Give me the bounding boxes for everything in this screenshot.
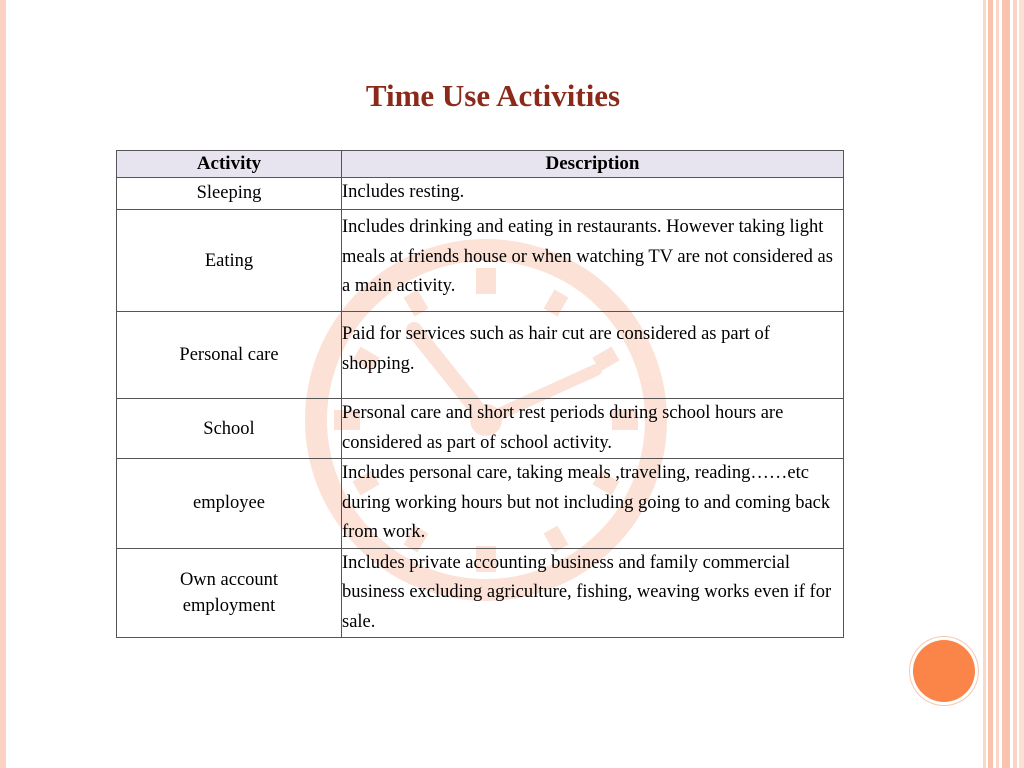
description-cell: Includes personal care, taking meals ,traveling, reading……etc during working hours but not including going to and coming back from work.: [342, 459, 844, 549]
column-header-activity: Activity: [117, 151, 342, 178]
table-row: [117, 399, 844, 459]
description-cell: Includes drinking and eating in restaurants. However taking light meals at friends house or when watching TV are not considered as a main activity.: [342, 210, 844, 312]
table-row: [117, 459, 844, 549]
description-cell: Personal care and short rest periods during school hours are considered as part of school activity.: [342, 399, 844, 459]
left-decorative-strip: [0, 0, 6, 768]
right-decorative-bar: [1019, 0, 1024, 768]
table-row: [117, 312, 844, 399]
time-use-activities-table: [116, 150, 844, 638]
table-row: [117, 178, 844, 210]
orange-circle-accent: [913, 640, 975, 702]
right-decorative-bar: [988, 0, 993, 768]
activity-cell: employee: [117, 459, 342, 549]
column-header-description: Description: [342, 151, 844, 178]
activity-cell: Own account employment: [117, 548, 342, 638]
activity-cell: Personal care: [117, 312, 342, 399]
right-decorative-bar: [1013, 0, 1017, 768]
description-cell: Includes resting.: [342, 178, 844, 210]
table-header-row: [117, 151, 844, 178]
table-row: [117, 210, 844, 312]
description-cell: Paid for services such as hair cut are considered as part of shopping.: [342, 312, 844, 399]
right-decorative-bar: [983, 0, 986, 768]
table-row: [117, 548, 844, 638]
right-decorative-bar: [1002, 0, 1010, 768]
activity-cell: School: [117, 399, 342, 459]
slide-title: Time Use Activities: [365, 78, 621, 113]
activity-cell: Eating: [117, 210, 342, 312]
right-decorative-bar: [996, 0, 999, 768]
activity-cell: Sleeping: [117, 178, 342, 210]
description-cell: Includes private accounting business and family commercial business excluding agriculture, fishing, weaving works even if for sale.: [342, 548, 844, 638]
